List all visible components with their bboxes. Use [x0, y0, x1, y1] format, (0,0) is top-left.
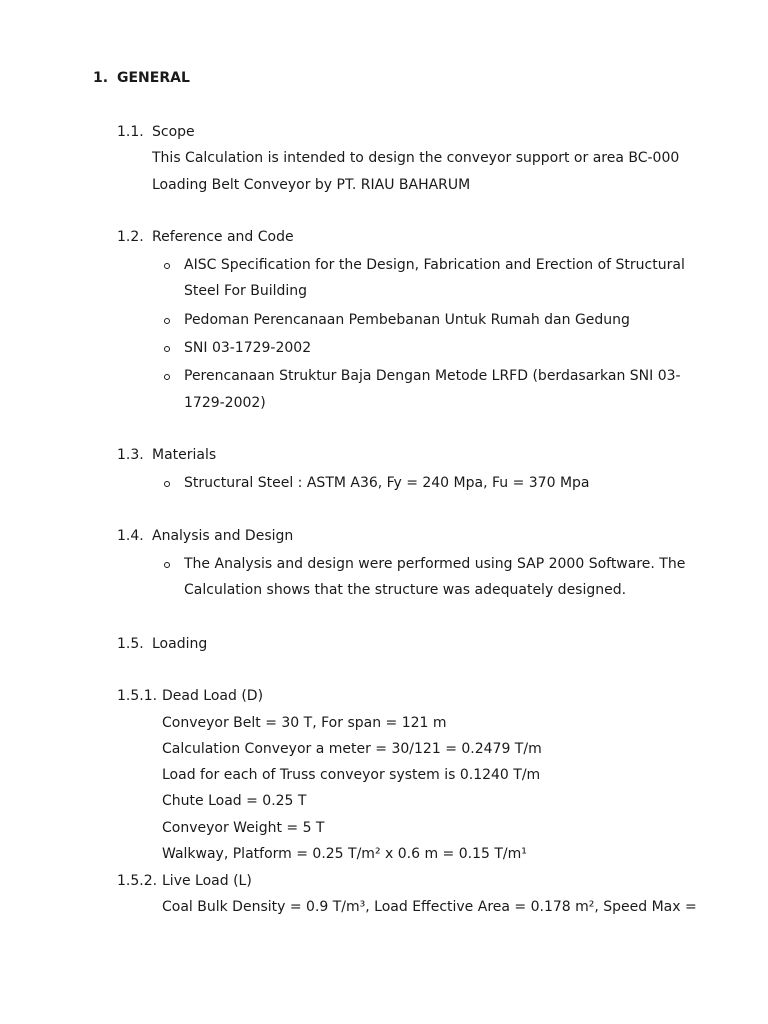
subsection-title: Reference and Code: [152, 229, 294, 245]
bullet-icon: [164, 374, 170, 380]
paragraph-line: Conveyor Weight = 5 T: [162, 820, 325, 836]
list-item-text: SNI 03-1729-2002: [184, 340, 312, 356]
bullet-icon: [164, 318, 170, 324]
paragraph-line: Coal Bulk Density = 0.9 T/m³, Load Effective Area = 0.178 m², Speed Max =: [162, 899, 697, 915]
subsection-title: Loading: [152, 636, 208, 652]
bullet-icon: [164, 562, 170, 568]
paragraph-line: Calculation Conveyor a meter = 30/121 = 0.2479 T/m: [162, 741, 542, 757]
list-item-text: Perencanaan Struktur Baja Dengan Metode LRFD (berdasarkan SNI 03-: [184, 368, 681, 384]
paragraph-line: Chute Load = 0.25 T: [162, 793, 307, 809]
list-item-text: Pedoman Perencanaan Pembebanan Untuk Rumah dan Gedung: [184, 312, 630, 328]
list-item-text: The Analysis and design were performed using SAP 2000 Software. The: [184, 556, 686, 572]
list-item-text: Calculation shows that the structure was adequately designed.: [184, 582, 627, 598]
section-number: 1.: [93, 70, 109, 86]
subsection-title: Dead Load (D): [162, 688, 264, 704]
subsection-number: 1.4.: [117, 528, 144, 544]
bullet-icon: [164, 263, 170, 269]
subsection-number: 1.5.: [117, 636, 144, 652]
list-item-text: 1729-2002): [184, 395, 266, 411]
paragraph-line: Loading Belt Conveyor by PT. RIAU BAHARUM: [152, 177, 471, 193]
subsection-number: 1.3.: [117, 447, 144, 463]
section-title: GENERAL: [117, 70, 190, 86]
list-item-text: Structural Steel : ASTM A36, Fy = 240 Mpa, Fu = 370 Mpa: [184, 475, 590, 491]
paragraph-line: This Calculation is intended to design the conveyor support or area BC-000: [152, 150, 680, 166]
paragraph-line: Walkway, Platform = 0.25 T/m² x 0.6 m = 0.15 T/m¹: [162, 846, 527, 862]
paragraph-line: Load for each of Truss conveyor system is 0.1240 T/m: [162, 767, 541, 783]
subsection-number: 1.5.1.: [117, 688, 158, 704]
subsection-number: 1.2.: [117, 229, 144, 245]
subsection-title: Live Load (L): [162, 873, 252, 889]
paragraph-line: Conveyor Belt = 30 T, For span = 121 m: [162, 715, 447, 731]
subsection-number: 1.5.2.: [117, 873, 158, 889]
subsection-number: 1.1.: [117, 124, 144, 140]
list-item-text: Steel For Building: [184, 283, 308, 299]
subsection-title: Materials: [152, 447, 217, 463]
list-item-text: AISC Specification for the Design, Fabrication and Erection of Structural: [184, 257, 685, 273]
subsection-title: Scope: [152, 124, 195, 140]
subsection-title: Analysis and Design: [152, 528, 294, 544]
bullet-icon: [164, 346, 170, 352]
bullet-icon: [164, 481, 170, 487]
